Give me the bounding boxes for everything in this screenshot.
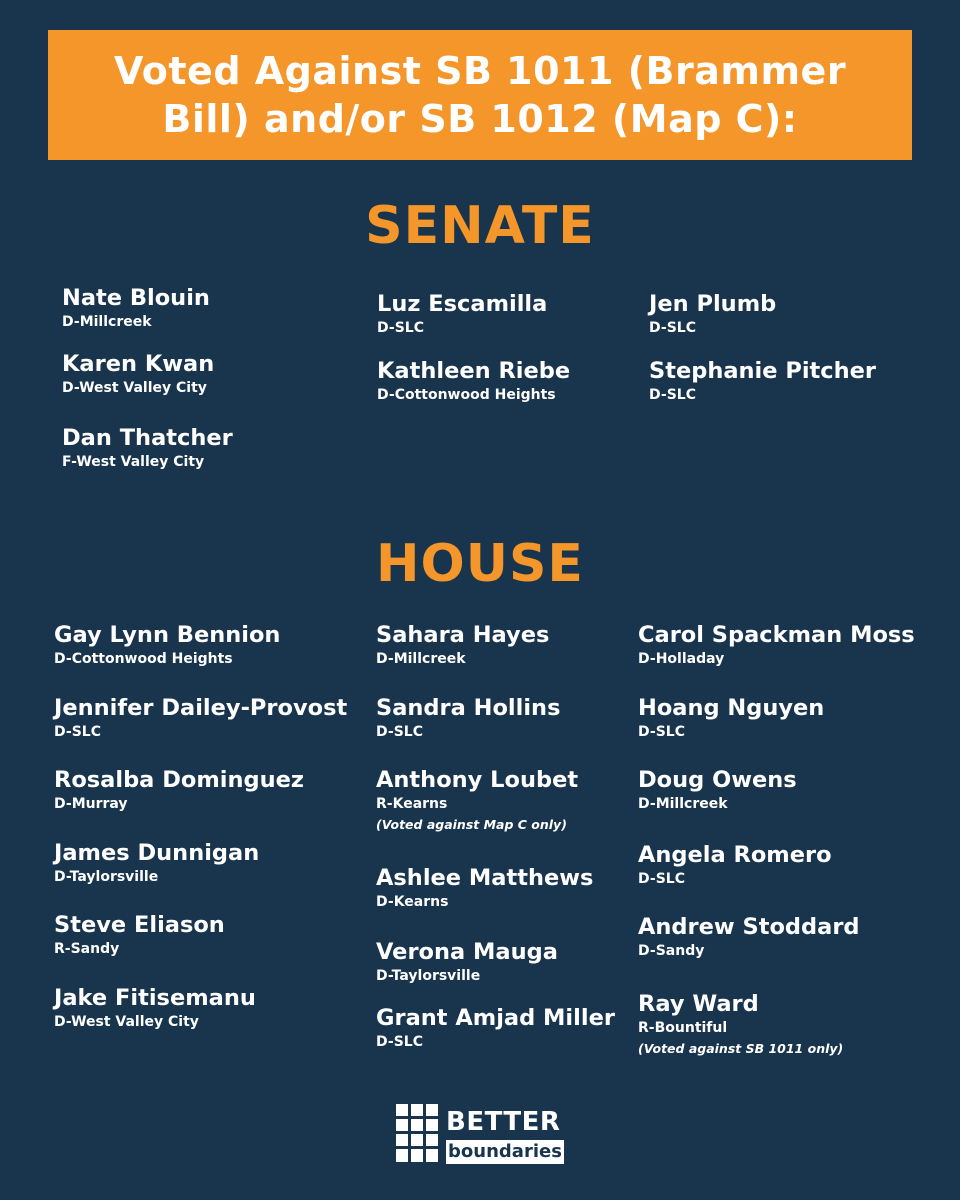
member-name: Jake Fitisemanu	[54, 985, 256, 1011]
member-entry	[638, 990, 843, 1058]
member-entry	[638, 621, 915, 668]
member-name: Gay Lynn Bennion	[54, 622, 281, 648]
member-district: D-SLC	[376, 724, 423, 740]
member-district: D-SLC	[638, 724, 685, 740]
better-boundaries-logo	[394, 1102, 574, 1164]
grid-logo-icon	[394, 1102, 442, 1164]
member-district: D-SLC	[649, 320, 696, 336]
member-name: Carol Spackman Moss	[638, 622, 915, 648]
member-entry	[376, 1004, 615, 1051]
member-district: R-Kearns	[376, 796, 448, 812]
member-name: Stephanie Pitcher	[649, 358, 877, 384]
member-district: D-Taylorsville	[376, 968, 481, 984]
vote-note: (Voted against Map C only)	[376, 817, 567, 832]
member-district: R-Sandy	[54, 941, 120, 957]
member-name: Steve Eliason	[54, 912, 225, 938]
member-entry	[376, 766, 578, 834]
member-district: D-Millcreek	[62, 314, 152, 330]
member-name: Karen Kwan	[62, 351, 215, 377]
member-district: D-Millcreek	[376, 651, 466, 667]
member-entry	[376, 938, 558, 985]
member-district: D-Sandy	[638, 943, 705, 959]
member-district: D-SLC	[54, 724, 101, 740]
member-name: Hoang Nguyen	[638, 695, 825, 721]
member-name: Ray Ward	[638, 991, 759, 1017]
member-district: D-SLC	[649, 387, 696, 403]
member-district: D-Cottonwood Heights	[377, 387, 556, 403]
member-name: Verona Mauga	[376, 939, 558, 965]
member-entry	[377, 290, 547, 337]
member-entry	[376, 621, 549, 668]
member-entry	[54, 621, 280, 668]
logo-wordmark-boundaries: boundaries	[446, 1140, 564, 1164]
member-name: Kathleen Riebe	[377, 358, 571, 384]
member-entry	[638, 766, 797, 813]
member-entry	[54, 984, 256, 1031]
member-entry	[54, 694, 347, 741]
member-district: D-Murray	[54, 796, 128, 812]
member-entry	[638, 694, 824, 741]
member-entry	[649, 290, 776, 337]
member-name: Rosalba Dominguez	[54, 767, 304, 793]
vote-note: (Voted against SB 1011 only)	[638, 1041, 844, 1056]
member-entry	[54, 766, 304, 813]
member-entry	[376, 864, 593, 911]
member-entry	[377, 357, 570, 404]
member-name: Nate Blouin	[62, 285, 210, 311]
banner-title: Voted Against SB 1011 (Brammer Bill) and/or SB 1012 (Map C):	[113, 49, 847, 141]
member-name: Angela Romero	[638, 842, 832, 868]
member-name: Grant Amjad Miller	[376, 1005, 615, 1031]
member-entry	[62, 424, 233, 471]
member-district: F-West Valley City	[62, 454, 205, 470]
member-district: D-West Valley City	[54, 1014, 199, 1030]
member-district: D-Holladay	[638, 651, 725, 667]
member-name: Jennifer Dailey-Provost	[54, 695, 348, 721]
logo-wordmark-better: BETTER	[446, 1107, 561, 1137]
member-entry	[649, 357, 876, 404]
member-name: Sahara Hayes	[376, 622, 550, 648]
member-name: Dan Thatcher	[62, 425, 233, 451]
member-entry	[62, 350, 214, 397]
member-name: Andrew Stoddard	[638, 914, 860, 940]
member-district: D-SLC	[638, 871, 685, 887]
member-name: Anthony Loubet	[376, 767, 579, 793]
member-entry	[54, 839, 259, 886]
member-district: D-SLC	[377, 320, 424, 336]
member-entry	[638, 841, 832, 888]
member-district: D-Taylorsville	[54, 869, 159, 885]
house-heading: HOUSE	[376, 534, 584, 594]
member-name: Doug Owens	[638, 767, 797, 793]
member-district: D-Cottonwood Heights	[54, 651, 233, 667]
member-district: R-Bountiful	[638, 1020, 728, 1036]
senate-heading: SENATE	[365, 196, 595, 256]
member-entry	[638, 913, 860, 960]
member-name: Ashlee Matthews	[376, 865, 594, 891]
member-district: D-Millcreek	[638, 796, 728, 812]
member-name: Sandra Hollins	[376, 695, 561, 721]
title-banner	[48, 30, 912, 160]
member-name: James Dunnigan	[54, 840, 260, 866]
member-entry	[62, 284, 210, 331]
member-name: Jen Plumb	[649, 291, 777, 317]
member-entry	[54, 911, 225, 958]
member-entry	[376, 694, 560, 741]
member-district: D-West Valley City	[62, 380, 207, 396]
member-district: D-SLC	[376, 1034, 423, 1050]
member-name: Luz Escamilla	[377, 291, 548, 317]
member-district: D-Kearns	[376, 894, 449, 910]
